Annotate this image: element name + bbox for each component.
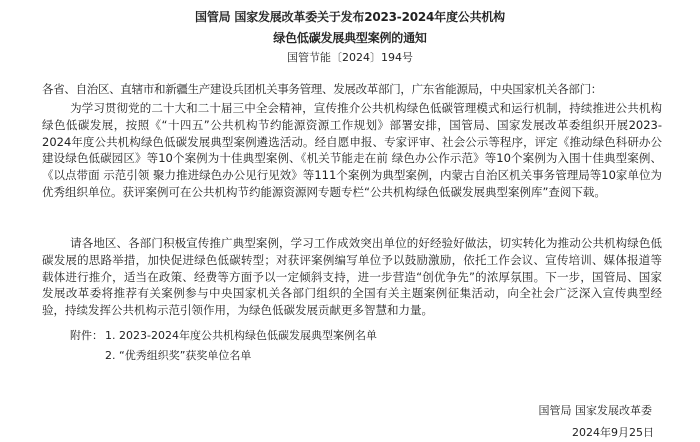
attachment-link-1[interactable]: 1. 2023-2024年度公共机构绿色低碳发展典型案例名单 — [105, 329, 377, 342]
attachments-label: 附件： — [70, 329, 103, 342]
document-title-line-1: 国管局 国家发展改革委关于发布2023-2024年度公共机构 — [195, 10, 505, 24]
paragraph-1-text: 为学习贯彻党的二十大和二十届三中全会精神，宣传推介公共机构绿色低碳管理模式和运行机制，持续推进公共机构绿色低碳发展，按照《“十四五”公共机构节约能源资源工作规划》部署安排，国管局、国家发展改革委组织开展2023-2024年度公共机构绿色低碳发展典型案例遴选活动。经自愿申报、专家评审、社会公示等程序，评定《推动绿色科研办公 建设绿色低碳园区》等10个案例为十佳典型案例、《机关节能走在前 绿色办公作示范》等10个案例为入围十佳典型案例、《以点带面 示范引领 聚力推进绿色办公见行见效》等111个案例为典型案例，内蒙古自治区机关事务管理局等10家单位为优秀组织单位。获评案例可在公共机构节约能源资源网专题专栏“公共机构绿色低碳发展典型案例库”查阅下载。 — [42, 101, 662, 199]
paragraph-1 — [42, 100, 662, 201]
issuer-signature: 国管局 国家发展改革委 — [538, 404, 652, 417]
document-number: 国管节能〔2024〕194号 — [287, 51, 413, 64]
issue-date: 2024年9月25日 — [572, 426, 654, 439]
paragraph-2-text: 请各地区、各部门积极宣传推广典型案例，学习工作成效突出单位的好经验好做法，切实转化为推动公共机构绿色低碳发展的思路举措，加快促进绿色低碳转型；对获评案例编写单位予以鼓励激励，依托工作会议、宣传培训、媒体报道等载体进行推介，适当在政策、经费等方面予以一定倾斜支持，进一步营造“创优争先”的浓厚氛围。下一步，国管局、国家发展改革委将推荐有关案例参与中央国家机关各部门组织的全国有关主题案例征集活动，向全社会广泛深入宣传典型经验，持续发挥公共机构示范引领作用，为绿色低碳发展贡献更多智慧和力量。 — [42, 236, 662, 318]
addressee: 各省、自治区、直辖市和新疆生产建设兵团机关事务管理、发展改革部门，广东省能源局，中央国家机关各部门： — [42, 82, 602, 96]
document-title-line-2: 绿色低碳发展典型案例的通知 — [273, 31, 427, 45]
paragraph-2 — [42, 235, 662, 319]
attachment-link-2[interactable]: 2. “优秀组织奖”获奖单位名单 — [105, 349, 252, 362]
